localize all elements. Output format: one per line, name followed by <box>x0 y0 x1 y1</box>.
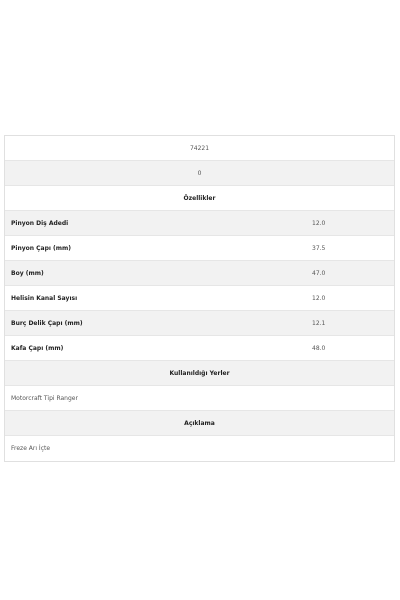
spec-label: Pinyon Diş Adedi <box>11 219 69 227</box>
spec-row <box>5 236 394 261</box>
spec-label: Pinyon Çapı (mm) <box>11 244 71 252</box>
spec-row <box>5 286 394 311</box>
spec-label: Helisin Kanal Sayısı <box>11 294 78 302</box>
spec-value: 12.0 <box>312 219 326 227</box>
usage-header: Kullanıldığı Yerler <box>169 369 230 377</box>
description-header: Açıklama <box>184 419 215 427</box>
spec-row <box>5 211 394 236</box>
description-text: Freze Arı İçte <box>11 445 51 452</box>
spec-label: Boy (mm) <box>11 269 44 277</box>
usage-header-row <box>5 361 394 386</box>
product-code: 74221 <box>189 144 210 152</box>
spec-value: 47.0 <box>312 269 326 277</box>
spec-label: Kafa Çapı (mm) <box>11 344 64 352</box>
spec-value: 37.5 <box>312 244 326 252</box>
product-count: 0 <box>197 169 202 177</box>
description-header-row <box>5 411 394 436</box>
spec-value: 12.1 <box>312 319 326 327</box>
spec-value: 48.0 <box>312 344 326 352</box>
description-row <box>5 436 394 461</box>
spec-table <box>4 135 395 462</box>
spec-label: Burç Delik Çapı (mm) <box>11 319 83 327</box>
features-header: Özellikler <box>183 194 216 202</box>
spec-row <box>5 336 394 361</box>
count-row <box>5 161 394 186</box>
code-row <box>5 136 394 161</box>
usage-text: Motorcraft Tipi Ranger <box>11 394 78 402</box>
features-header-row <box>5 186 394 211</box>
spec-value: 12.0 <box>312 294 326 302</box>
spec-row <box>5 261 394 286</box>
usage-row <box>5 386 394 411</box>
spec-row <box>5 311 394 336</box>
